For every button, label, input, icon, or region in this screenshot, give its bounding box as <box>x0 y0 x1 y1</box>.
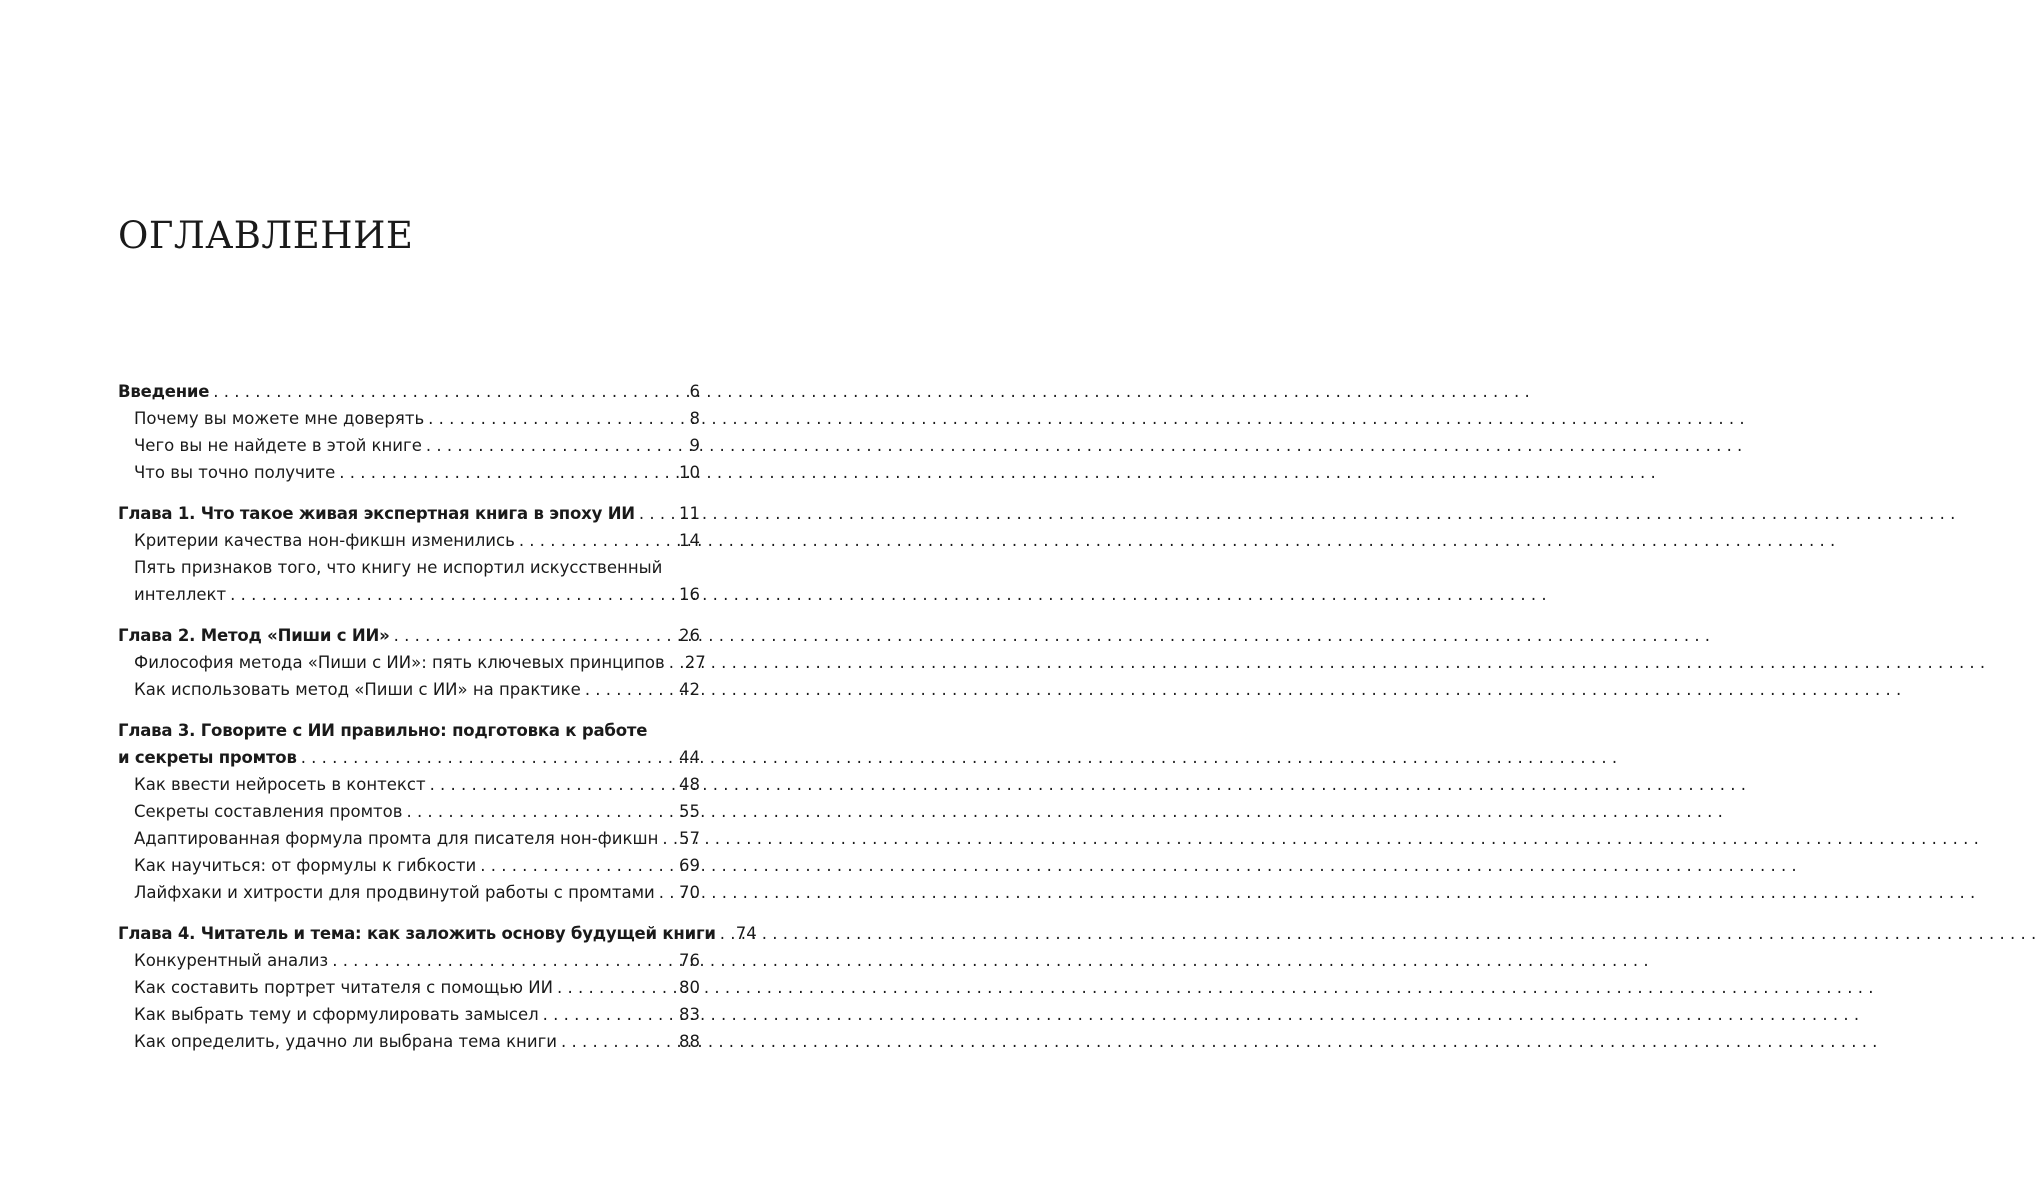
dot-leader <box>230 581 675 608</box>
dot-leader <box>394 622 675 649</box>
toc-chapter-entry[interactable] <box>118 622 700 649</box>
toc-page-number: 42 <box>679 680 700 699</box>
dot-leader <box>406 798 675 825</box>
toc-subentry[interactable] <box>118 405 700 432</box>
toc-chapter-entry[interactable] <box>118 920 757 947</box>
toc-section-intro <box>118 378 700 486</box>
toc-subentry-title: интеллект <box>134 585 227 604</box>
toc-chapter-title: и секреты промтов <box>118 748 297 767</box>
toc-page-number: 74 <box>735 924 757 943</box>
dot-leader <box>669 649 681 676</box>
toc-section-chapter-3 <box>118 717 700 906</box>
toc-subentry-title: Чего вы не найдете в этой книге <box>134 436 422 455</box>
toc-page-number: 26 <box>679 626 700 645</box>
toc-page-number: 27 <box>684 653 706 672</box>
dot-leader <box>662 825 675 852</box>
toc-subentry[interactable] <box>118 459 700 486</box>
toc-subentry[interactable] <box>118 771 700 798</box>
toc-subentry[interactable] <box>118 581 700 608</box>
toc-subentry-title: Что вы точно получите <box>134 463 336 482</box>
dot-leader <box>430 771 675 798</box>
dot-leader <box>561 1028 675 1055</box>
toc-chapter-entry[interactable] <box>118 744 700 771</box>
toc-chapter-title: Глава 1. Что такое живая экспертная книга в эпоху ИИ <box>118 504 635 523</box>
toc-chapter-title: Глава 2. Метод «Пиши с ИИ» <box>118 626 390 645</box>
dot-leader <box>480 852 675 879</box>
toc-subentry[interactable] <box>118 676 700 703</box>
dot-leader <box>428 405 685 432</box>
toc-subentry[interactable] <box>118 527 700 554</box>
toc-page-number: 70 <box>679 883 700 902</box>
dot-leader <box>519 527 675 554</box>
toc-chapter-title: Глава 4. Читатель и тема: как заложить основу будущей книги <box>118 924 716 943</box>
toc-page-number: 48 <box>679 775 700 794</box>
dot-leader <box>639 500 675 527</box>
toc-page-number: 6 <box>689 382 700 401</box>
toc-subentry[interactable] <box>118 974 700 1001</box>
toc-subentry[interactable] <box>118 798 700 825</box>
toc-chapter-title-line1[interactable]: Глава 3. Говорите с ИИ правильно: подготовка к работе <box>118 721 648 740</box>
toc-page-number: 9 <box>689 436 700 455</box>
dot-leader <box>301 744 675 771</box>
toc-subentry-title: Как использовать метод «Пиши с ИИ» на практике <box>134 680 581 699</box>
dot-leader <box>339 459 675 486</box>
toc-subentry-title: Секреты составления промтов <box>134 802 403 821</box>
toc-page-number: 55 <box>679 802 700 821</box>
dot-leader <box>659 879 675 906</box>
toc-chapter-entry[interactable] <box>118 500 700 527</box>
toc-subentry[interactable] <box>118 649 706 676</box>
table-of-contents <box>118 378 757 1069</box>
toc-subentry[interactable] <box>118 432 700 459</box>
toc-subentry-title: Адаптированная формула промта для писателя нон-фикшн <box>134 829 659 848</box>
toc-page-number: 44 <box>679 748 700 767</box>
dot-leader <box>543 1001 675 1028</box>
toc-page-number: 16 <box>679 585 700 604</box>
toc-section-chapter-1 <box>118 500 700 608</box>
toc-subentry[interactable] <box>118 879 700 906</box>
dot-leader <box>720 920 732 947</box>
toc-subentry[interactable] <box>118 1028 700 1055</box>
toc-chapter-entry[interactable] <box>118 378 700 405</box>
toc-subentry-title: Почему вы можете мне доверять <box>134 409 425 428</box>
toc-subentry-title: Критерии качества нон-фикшн изменились <box>134 531 515 550</box>
toc-subentry[interactable] <box>118 947 700 974</box>
toc-heading: ОГЛАВЛЕНИЕ <box>118 214 414 257</box>
toc-subentry[interactable] <box>118 1001 700 1028</box>
toc-subentry-title: Как ввести нейросеть в контекст <box>134 775 426 794</box>
toc-page-number: 8 <box>689 409 700 428</box>
toc-page-number: 88 <box>679 1032 700 1051</box>
book-page <box>0 0 817 1200</box>
dot-leader <box>426 432 686 459</box>
toc-subentry-title: Как составить портрет читателя с помощью ИИ <box>134 978 553 997</box>
toc-subentry-title: Философия метода «Пиши с ИИ»: пять ключевых принципов <box>134 653 665 672</box>
toc-page-number: 57 <box>679 829 700 848</box>
toc-subentry-title: Как определить, удачно ли выбрана тема книги <box>134 1032 557 1051</box>
toc-page-number: 69 <box>679 856 700 875</box>
toc-subentry-title: Лайфхаки и хитрости для продвинутой работы с промтами <box>134 883 655 902</box>
toc-subentry[interactable] <box>118 852 700 879</box>
toc-page-number: 14 <box>679 531 700 550</box>
dot-leader <box>213 378 685 405</box>
toc-section-chapter-2 <box>118 622 706 703</box>
toc-subentry-title: Конкурентный анализ <box>134 951 329 970</box>
toc-subentry-title-line1[interactable]: Пять признаков того, что книгу не испортил искусственный <box>134 558 663 577</box>
toc-section-chapter-4 <box>118 920 757 1055</box>
toc-page-number: 10 <box>679 463 700 482</box>
toc-page-number: 80 <box>679 978 700 997</box>
dot-leader <box>585 676 675 703</box>
dot-leader <box>557 974 675 1001</box>
dot-leader <box>332 947 675 974</box>
toc-subentry[interactable] <box>118 825 700 852</box>
toc-subentry-title: Как выбрать тему и сформулировать замысел <box>134 1005 539 1024</box>
toc-chapter-title: Введение <box>118 382 210 401</box>
toc-page-number: 76 <box>679 951 700 970</box>
toc-subentry-title: Как научиться: от формулы к гибкости <box>134 856 477 875</box>
toc-page-number: 83 <box>679 1005 700 1024</box>
toc-page-number: 11 <box>679 504 700 523</box>
